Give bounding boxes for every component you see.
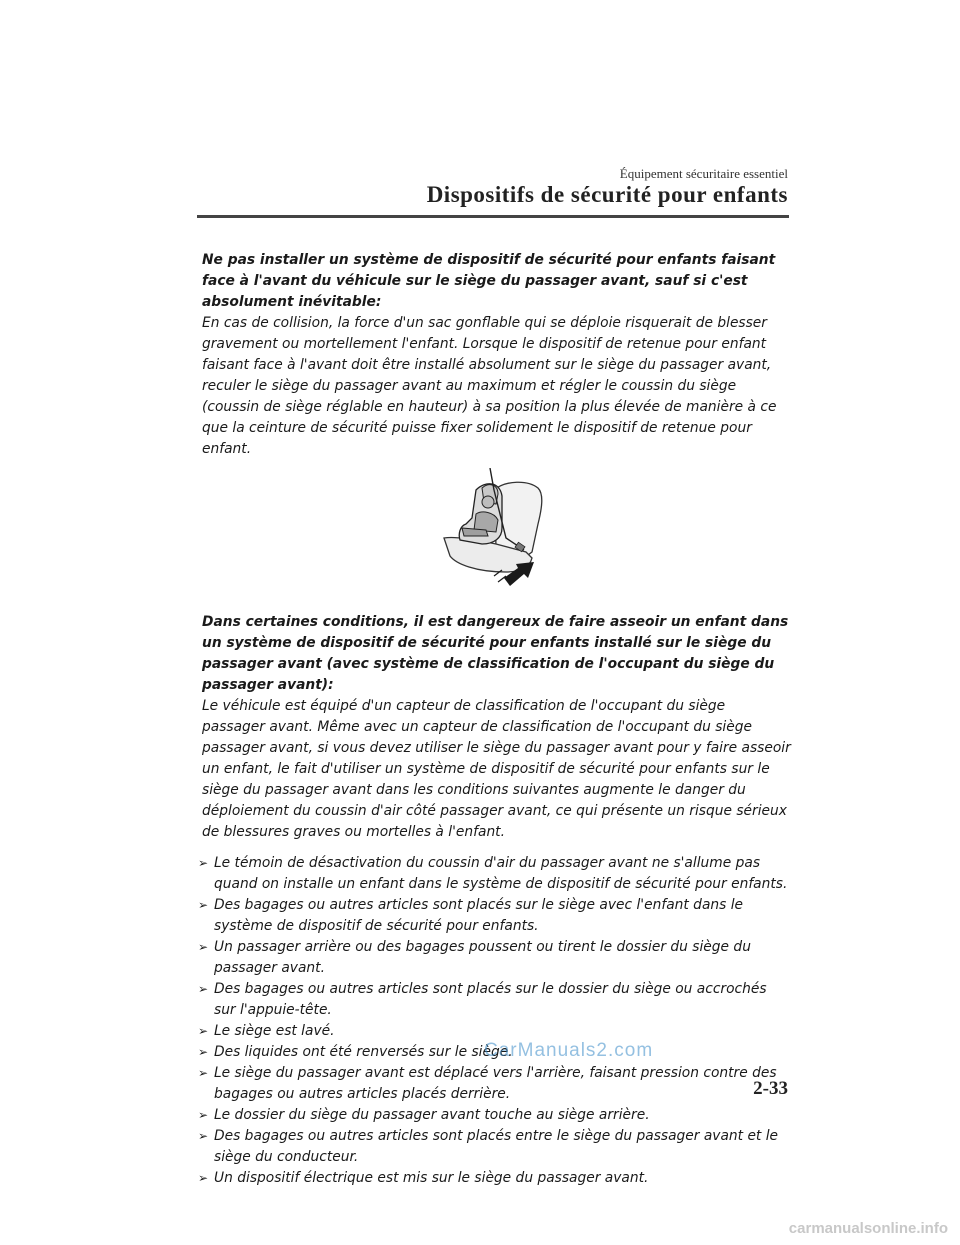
list-item: ➢ Le siège du passager avant est déplacé vers l'arrière, faisant pression contre des bagages ou autres articles placés derrière. xyxy=(198,1065,777,1102)
arrow-bullet-icon: ➢ xyxy=(198,1129,209,1143)
warning-heading-1: Ne pas installer un système de dispositif de sécurité pour enfants faisant face à l'avant du véhicule sur le siège du passager avant, sauf si c'est absolument inévitable: xyxy=(202,252,776,310)
watermark-footer[interactable]: carmanualsonline.info xyxy=(788,1220,948,1237)
header-divider xyxy=(197,215,789,218)
watermark-overlay: CarManuals2.com xyxy=(484,1040,654,1061)
page-number: 2-33 xyxy=(753,1078,788,1099)
list-item: ➢ Des bagages ou autres articles sont placés entre le siège du passager avant et le siège du conducteur. xyxy=(198,1128,779,1165)
list-item: ➢ Le témoin de désactivation du coussin d'air du passager avant ne s'allume pas quand on installe un enfant dans le système de dispositif de sécurité pour enfants. xyxy=(198,855,788,892)
arrow-bullet-icon: ➢ xyxy=(198,1066,209,1080)
page-title: Dispositifs de sécurité pour enfants xyxy=(426,182,788,207)
list-item: ➢ Des liquides ont été renversés sur le siège. xyxy=(202,1042,792,1063)
child-seat-illustration xyxy=(436,468,554,590)
arrow-bullet-icon: ➢ xyxy=(198,1108,209,1122)
list-item: ➢ Des bagages ou autres articles sont placés sur le dossier du siège ou accrochés sur l'appuie-tête. xyxy=(198,981,767,1018)
arrow-bullet-icon: ➢ xyxy=(198,1024,209,1038)
arrow-bullet-icon: ➢ xyxy=(198,1045,209,1059)
condition-list xyxy=(198,853,792,1189)
arrow-bullet-icon: ➢ xyxy=(198,1171,209,1185)
list-item: ➢ Le dossier du siège du passager avant touche au siège arrière. xyxy=(202,1105,792,1126)
arrow-bullet-icon: ➢ xyxy=(198,898,209,912)
list-item: ➢ Un passager arrière ou des bagages poussent ou tirent le dossier du siège du passager avant. xyxy=(198,939,751,976)
warning-body-1: En cas de collision, la force d'un sac gonflable qui se déploie risquerait de blesser gravement ou mortellement l'enfant. Lorsque le dispositif de retenue pour enfant faisant face à l'avant doit être installé absolument sur le siège du passager avant, reculer le siège du passager avant au maximum et régler le coussin du siège (coussin de siège réglable en hauteur) à sa position la plus élevée de manière à ce que la ceinture de sécurité puisse fixer solidement le dispositif de retenue pour enfant. xyxy=(202,315,777,457)
list-item: ➢ Des bagages ou autres articles sont placés sur le siège avec l'enfant dans le système de dispositif de sécurité pour enfants. xyxy=(198,897,744,934)
list-item: ➢ Le siège est lavé. xyxy=(202,1021,792,1042)
arrow-bullet-icon: ➢ xyxy=(198,982,209,996)
arrow-bullet-icon: ➢ xyxy=(198,856,209,870)
warning-heading-2: Dans certaines conditions, il est dangereux de faire asseoir un enfant dans un système de dispositif de sécurité pour enfants installé sur le siège du passager avant (avec système de classification de l'occupant du siège du passager avant): xyxy=(202,614,789,693)
list-item: ➢ Un dispositif électrique est mis sur le siège du passager avant. xyxy=(202,1168,792,1189)
arrow-bullet-icon: ➢ xyxy=(198,940,209,954)
warning-body-2: Le véhicule est équipé d'un capteur de classification de l'occupant du siège passager avant. Même avec un capteur de classification de l'occupant du siège passager avant, si vous devez utiliser le siège du passager avant pour y faire asseoir un enfant, le fait d'utiliser un système de dispositif de sécurité pour enfants sur le siège du passager avant dans les conditions suivantes augmente le danger du déploiement du coussin d'air côté passager avant, ce qui présente un risque sérieux de blessures graves ou mortelles à l'enfant. xyxy=(202,698,791,840)
section-label: Équipement sécuritaire essentiel xyxy=(619,166,788,181)
